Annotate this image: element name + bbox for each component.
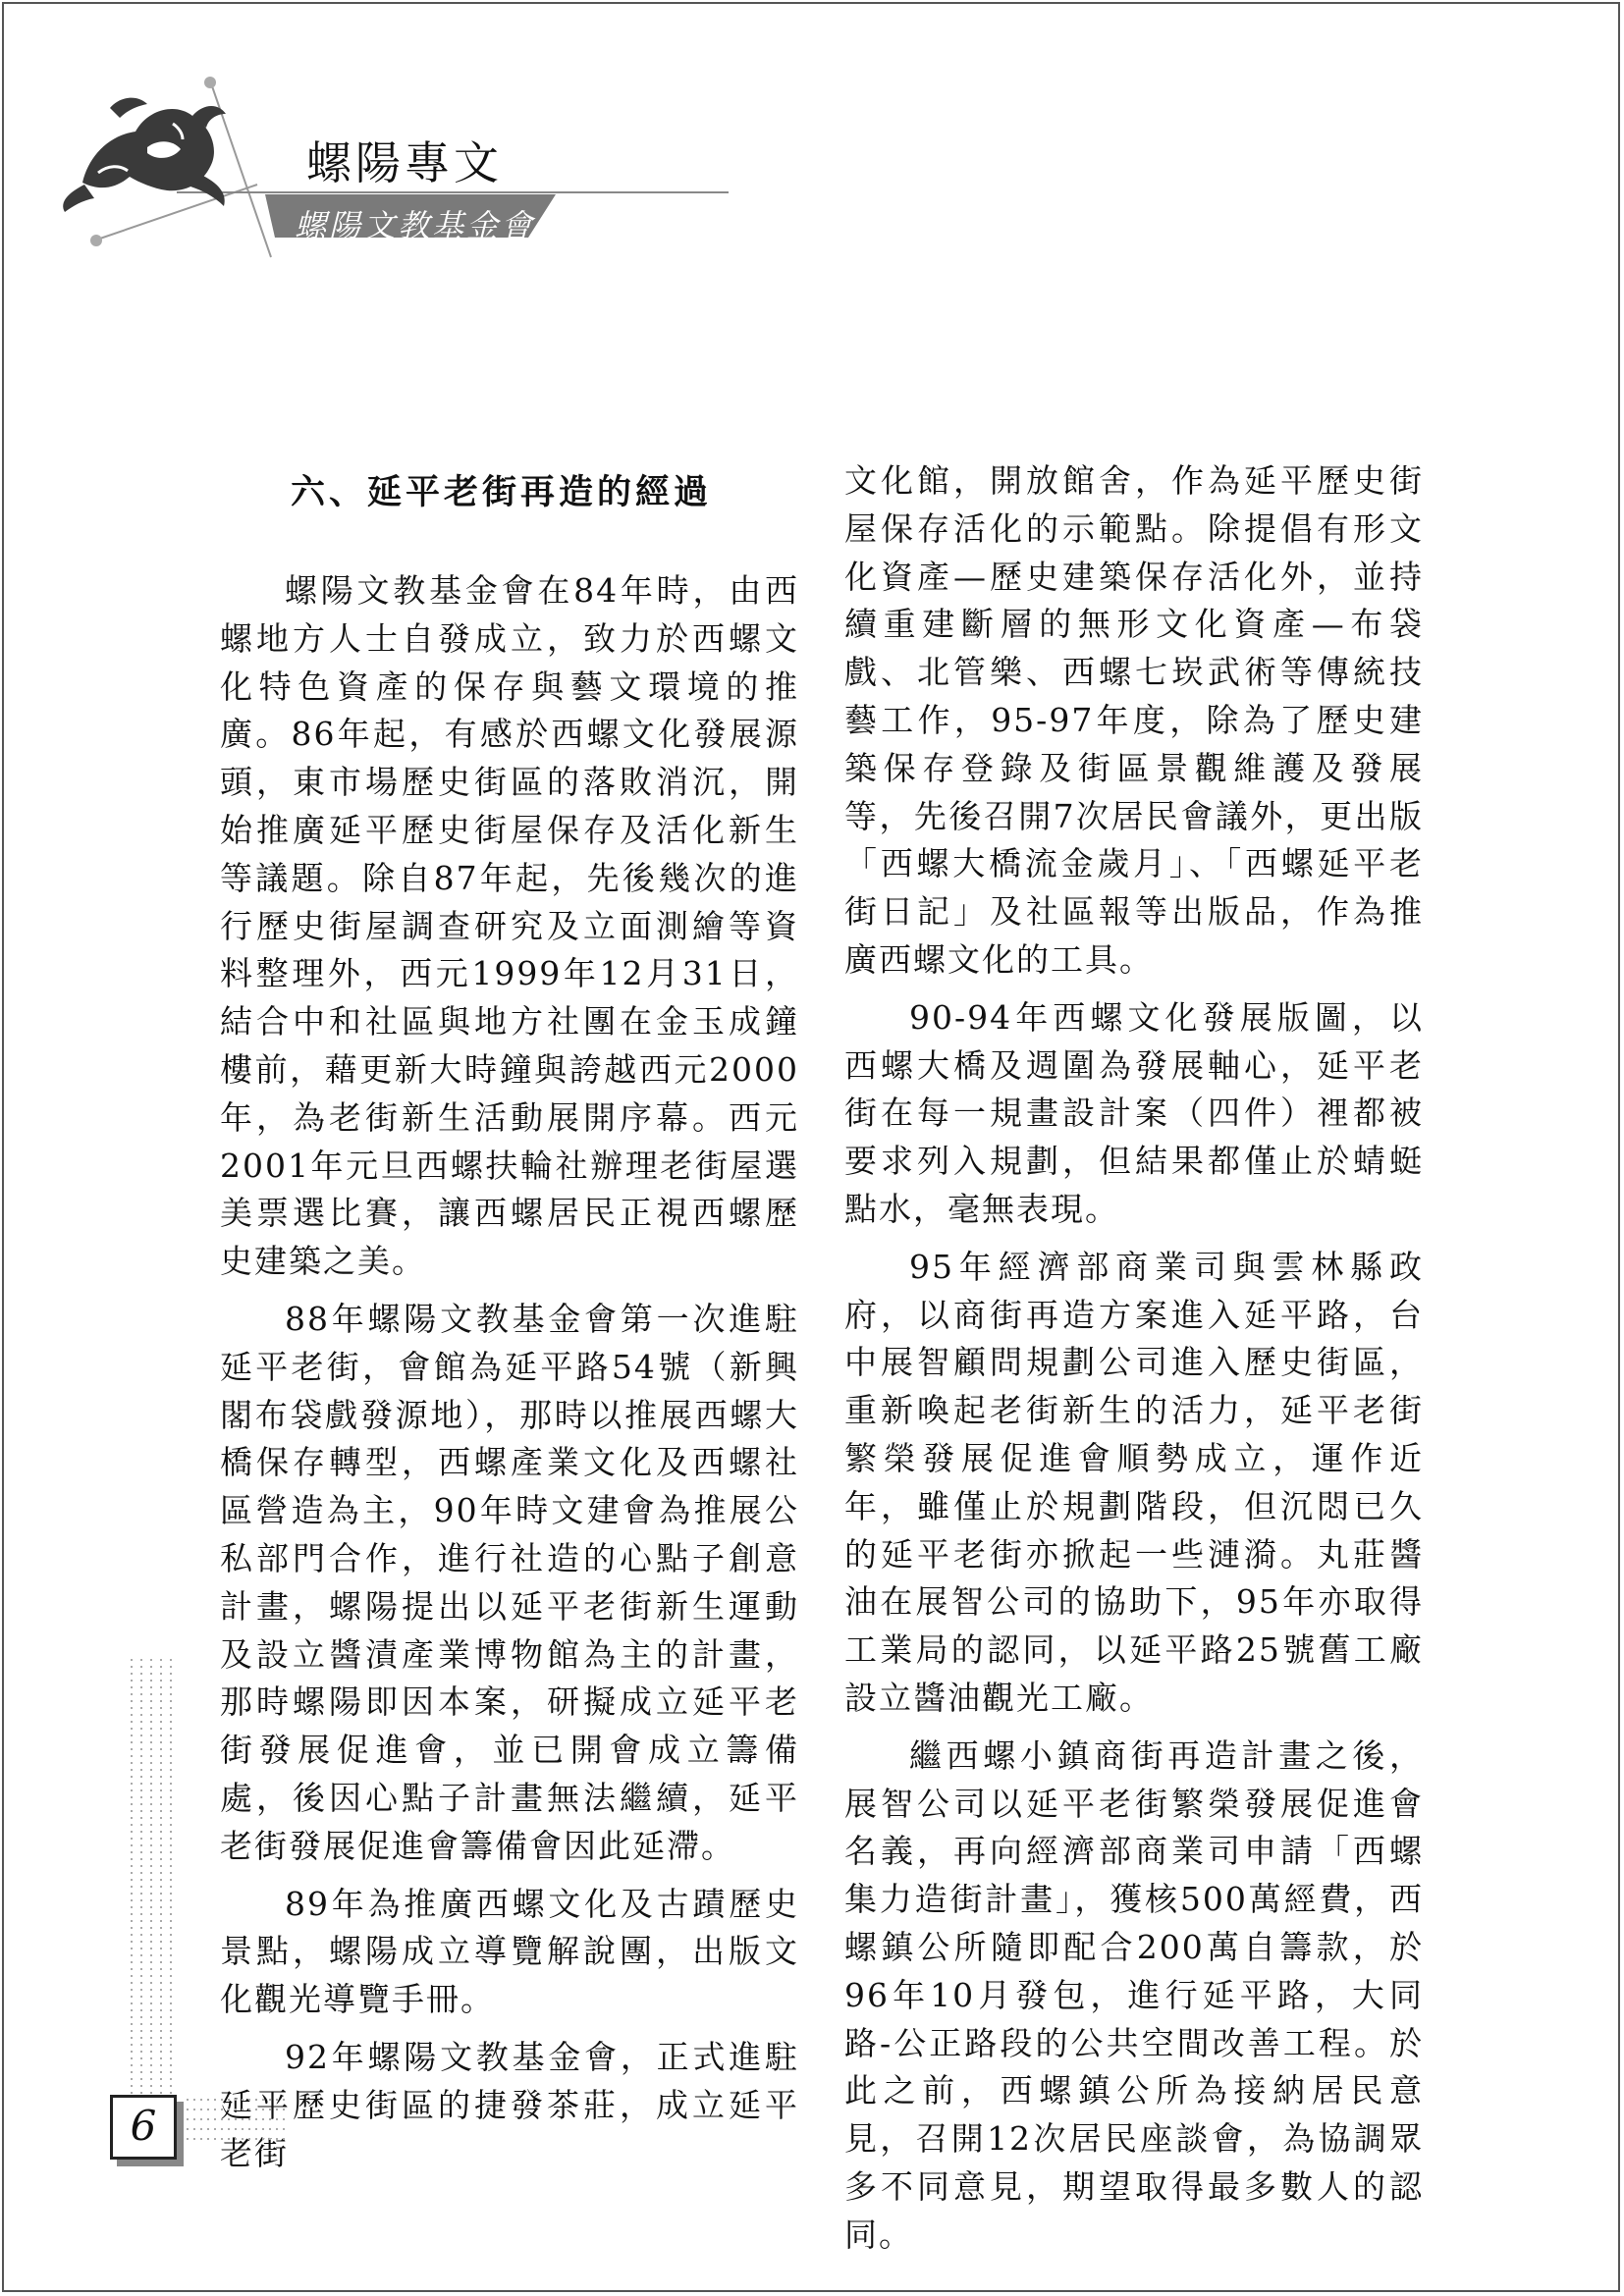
footer-dotted-lines-vertical [128,1659,177,2101]
header-title: 螺陽專文 [306,136,503,189]
paragraph: 89年為推廣西螺文化及古蹟歷史景點，螺陽成立導覽解說團，出版文化觀光導覽手冊。 [220,1884,799,2019]
page-header [0,0,785,275]
paragraph: 88年螺陽文教基金會第一次進駐延平老街，會館為延平路54號（新興閣布袋戲發源地），那時以推展西螺大橋保存轉型，西螺產業文化及西螺社區營造為主，90年時文建會為推展公私部門合作，進行社造的心點子創意計畫，螺陽提出以延平老街新生運動及設立醬漬產業博物館為主的計畫，那時螺陽即因本案，研擬成立延平老街發展促進會，並已開會成立籌備處，後因心點子計畫無法繼續，延平老街發展促進會籌備會因此延滯。 [220,1299,799,1865]
right-column [844,457,1424,2259]
header-dot-top [204,77,216,88]
paragraph: 繼西螺小鎮商街再造計畫之後，展智公司以延平老街繁榮發展促進會名義，再向經濟部商業司申請「西螺集力造街計畫」，獲核500萬經費，西螺鎮公所隨即配合200萬自籌款，於96年10月發包，進行延平路，大同路-公正路段的公共空間改善工程。於此之前，西螺鎮公所為接納居民意見，召開12次居民座談會，為協調眾多不同意見，期望取得最多數人的認同。 [844,1735,1424,2254]
paragraph: 92年螺陽文教基金會，正式進駐延平歷史街區的捷發茶莊，成立延平老街 [220,2037,799,2172]
header-banner-text: 螺陽文教基金會 [295,207,536,244]
section-heading: 六、延平老街再造的經過 [291,472,713,512]
paragraph: 90-94年西螺文化發展版圖，以西螺大橋及週圍為發展軸心，延平老街在每一規畫設計案（四件）裡都被要求列入規劃，但結果都僅止於蜻蜓點水，毫無表現。 [844,997,1424,1228]
header-dot-left [90,235,102,246]
paragraph: 95年經濟部商業司與雲林縣政府，以商街再造方案進入延平路，台中展智顧問規劃公司進入歷史街區，重新喚起老街新生的活力，延平老街繁榮發展促進會順勢成立，運作近年，雖僅止於規劃階段，但沉悶已久的延平老街亦掀起一些漣漪。丸莊醬油在展智公司的協助下，95年亦取得工業局的認同，以延平路25號舊工廠設立醬油觀光工廠。 [844,1247,1424,1717]
paragraph: 螺陽文教基金會在84年時，由西螺地方人士自發成立，致力於西螺文化特色資產的保存與藝文環境的推廣。86年起，有感於西螺文化發展源頭，東市場歷史街區的落敗消沉，開始推廣延平歷史街屋保存及活化新生等議題。除自87年起，先後幾次的進行歷史街屋調查研究及立面測繪等資料整理外，西元1999年12月31日，結合中和社區與地方社團在金玉成鐘樓前，藉更新大時鐘與誇越西元2000年，為老街新生活動展開序幕。西元2001年元旦西螺扶輪社辦理老街屋選美票選比賽，讓西螺居民正視西螺歷史建築之美。 [220,571,799,1281]
dragon-emblem-icon [63,98,226,212]
page-number: 6 [130,2102,157,2150]
page-number-box [110,2095,177,2160]
header-slash-line [210,80,271,257]
left-column [220,567,799,2177]
footer-dotted-lines-horizontal [187,2096,285,2155]
paragraph-continuation: 文化館，開放館舍，作為延平歷史街屋保存活化的示範點。除提倡有形文化資產—歷史建築保存活化外，並持續重建斷層的無形文化資產—布袋戲、北管樂、西螺七崁武術等傳統技藝工作，95-97年度，除為了歷史建築保存登錄及街區景觀維護及發展等，先後召開7次居民會議外，更出版「西螺大橋流金歲月」、「西螺延平老街日記」及社區報等出版品，作為推廣西螺文化的工具。 [844,461,1424,979]
